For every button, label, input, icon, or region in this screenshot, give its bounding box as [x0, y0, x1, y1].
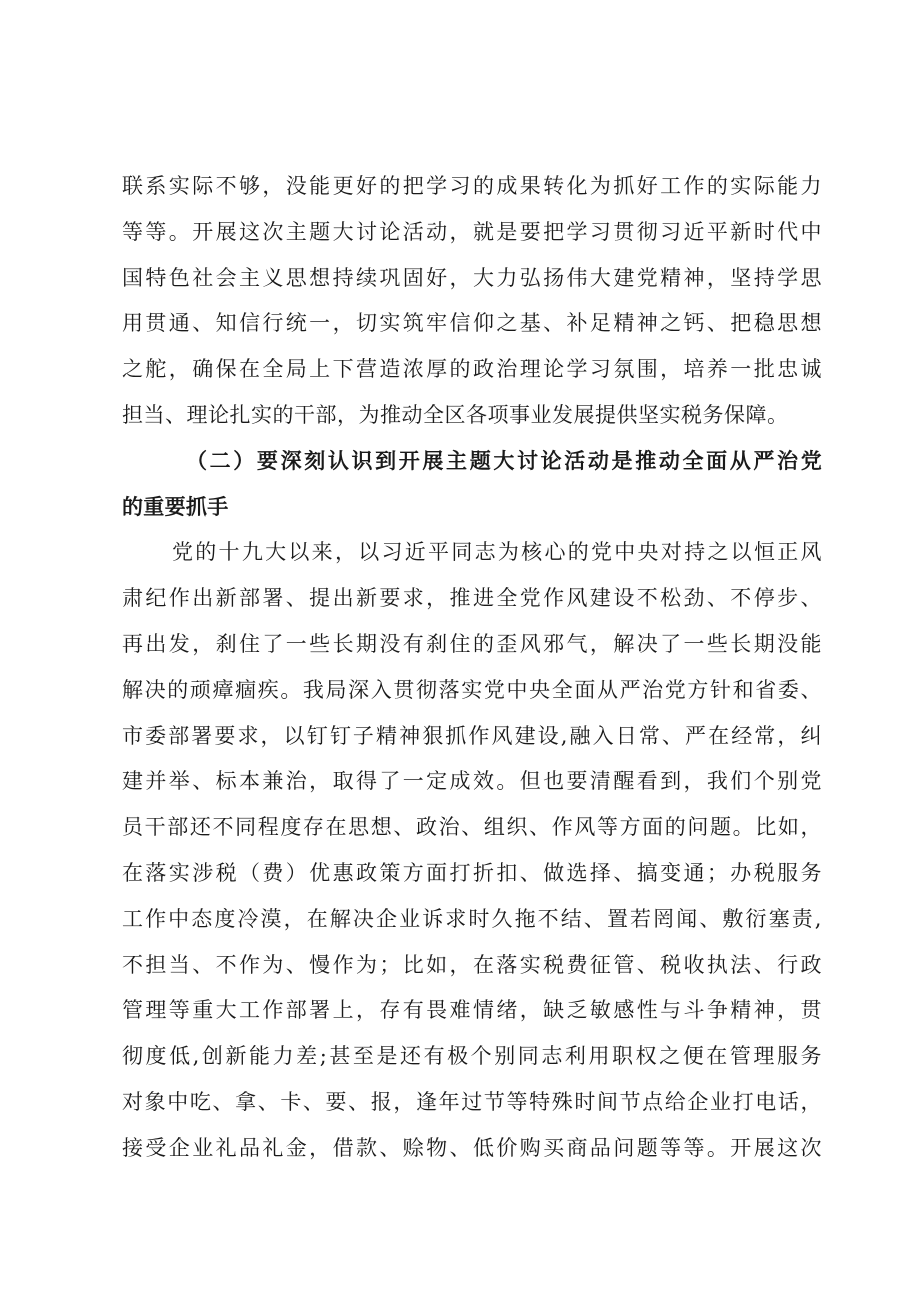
text-line: 解决的顽瘴痼疾。我局深入贯彻落实党中央全面从严治党方针和省委、	[122, 677, 822, 702]
paragraph-2	[122, 530, 822, 1171]
text-line: 担当、理论扎实的干部，为推动全区各项事业发展提供坚实税务保障。	[122, 402, 789, 427]
text-line: 管理等重大工作部署上，存有畏难情绪，缺乏敏感性与斗争精神，贯	[122, 998, 822, 1023]
heading-line: 的重要抓手	[122, 494, 229, 519]
text-line: 员干部还不同程度存在思想、政治、组织、作风等方面的问题。比如，	[122, 815, 822, 840]
paragraph-continued	[122, 164, 822, 439]
document-body	[122, 164, 822, 1172]
heading-line: （二）要深刻认识到开展主题大讨论活动是推动全面从严治党	[186, 448, 822, 473]
text-line: 不担当、不作为、慢作为；比如，在落实税费征管、税收执法、行政	[122, 952, 822, 977]
text-line: 市委部署要求，以钉钉子精神狠抓作风建设,融入日常、严在经常，纠	[122, 723, 822, 748]
text-line: 肃纪作出新部署、提出新要求，推进全党作风建设不松劲、不停步、	[122, 586, 822, 611]
section-heading	[122, 439, 822, 531]
text-line: 工作中态度冷漠，在解决企业诉求时久拖不结、置若罔闻、敷衍塞责,	[122, 906, 822, 931]
text-line: 联系实际不够，没能更好的把学习的成果转化为抓好工作的实际能力	[122, 174, 822, 198]
text-line: 再出发，刹住了一些长期没有刹住的歪风邪气，解决了一些长期没能	[122, 631, 822, 656]
text-line: 建并举、标本兼治，取得了一定成效。但也要清醒看到，我们个别党	[122, 769, 822, 794]
text-line: 彻度低,创新能力差;甚至是还有极个别同志利用职权之便在管理服务	[122, 1044, 822, 1069]
text-line: 接受企业礼品礼金，借款、赊物、低价购买商品问题等等。开展这次	[122, 1135, 822, 1160]
text-line: 用贯通、知信行统一，切实筑牢信仰之基、补足精神之钙、把稳思想	[122, 311, 822, 336]
text-line: 等等。开展这次主题大讨论活动，就是要把学习贯彻习近平新时代中	[122, 219, 822, 244]
text-line: 党的十九大以来，以习近平同志为核心的党中央对持之以恒正风	[172, 540, 822, 565]
text-line: 在落实涉税（费）优惠政策方面打折扣、做选择、搞变通；办税服务	[122, 860, 822, 885]
text-line: 国特色社会主义思想持续巩固好，大力弘扬伟大建党精神，坚持学思	[122, 265, 822, 290]
text-line: 之舵，确保在全局上下营造浓厚的政治理论学习氛围，培养一批忠诚	[122, 357, 822, 382]
text-line: 对象中吃、拿、卡、要、报，逢年过节等特殊时间节点给企业打电话，	[122, 1089, 822, 1114]
